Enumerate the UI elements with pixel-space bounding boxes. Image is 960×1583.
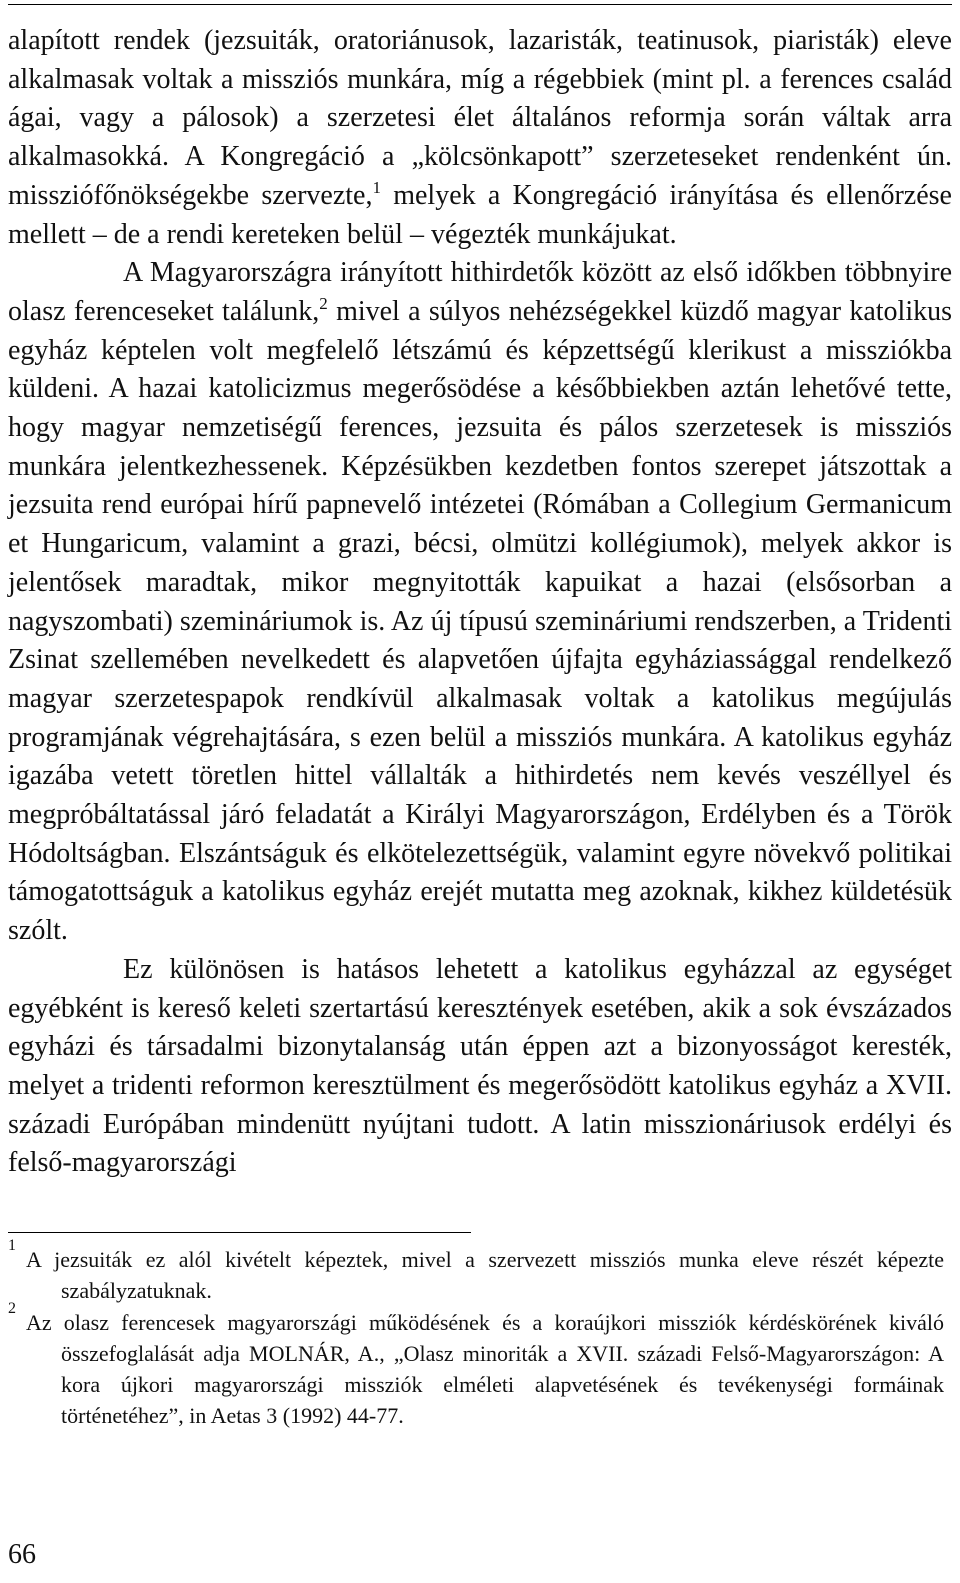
page-number: 66 — [8, 1539, 36, 1570]
footnote-1-mark: 1 — [8, 1237, 16, 1254]
footnote-ref-2: 2 — [319, 293, 328, 313]
footnote-2-text: Az olasz ferencesek magyarországi működésének és a koraújkori missziók kérdéskörének kiváló összefoglalását adja MOLNÁR, A., „Olasz minoriták a XVII. századi Felső-Magyarországon: A kora újkori magyarországi missziók elméleti alapvetésének és tevékenységi formáinak történetéhez”, in Aetas 3 (1992) 44-77. — [26, 1309, 944, 1429]
paragraph-2-part-a: A Magyarországra irányított hithirdetők között az első időkben többnyire olasz ferenceseket találunk, — [8, 257, 952, 327]
paragraph-1 — [8, 22, 952, 254]
paragraph-1-part-a: alapított rendek (jezsuiták, oratoriánusok, lazaristák, teatinusok, piaristák) eleve alkalmasak voltak a missziós munkára, míg a régebbiek (mint pl. a ferences család ágai, vagy a pálosok) a szerzetesi élet általános reformja során váltak arra alkalmasokká. A Kongregáció a „kölcsönkapott” szerzeteseket rendenként ún. missziófőnökségekbe szervezte, — [8, 25, 952, 211]
footnote-1 — [8, 1237, 944, 1307]
footnotes — [8, 1237, 944, 1432]
paragraph-3: Ez különösen is hatásos lehetett a katolikus egyházzal az egységet egyébként is kereső keleti szertartású keresztények esetében, akik a sok évszázados egyházi és társadalmi bizonytalanság után éppen azt a bizonyosságot keresték, melyet a tridenti reformon keresztülment és megerősödött katolikus egyház a XVII. századi Európában mindenütt nyújtani tudott. A latin misszionáriusok erdélyi és felső-magyarországi — [8, 953, 952, 1179]
paragraph-1-part-b: melyek a Kongregáció irányítása és ellenőrzése mellett – de a rendi kereteken belül – végezték munkájukat. — [8, 179, 952, 250]
footnote-separator — [8, 1232, 471, 1233]
paragraph-2 — [8, 254, 952, 951]
footnote-2 — [8, 1299, 944, 1432]
footnote-2-mark: 2 — [8, 1299, 16, 1317]
header-rule — [8, 4, 952, 5]
footnote-ref-1: 1 — [372, 177, 381, 197]
body-text — [8, 22, 952, 1183]
paragraph-2-part-b: mivel a súlyos nehézségekkel küzdő magyar katolikus egyház képtelen volt megfelelő létszámú és képzettségű klerikust a missziókba küldeni. A hazai katolicizmus megerősödése a későbbiekben aztán lehetővé tette, hogy magyar nemzetiségű ferences, jezsuita és pálos szerzetesek is missziós munkára jelentkezhessenek. Képzésükben kezdetben fontos szerepet játszottak a jezsuita rend európai hírű papnevelő intézetei (Rómában a Collegium Germanicum et Hungaricum, valamint a grazi, bécsi, olmützi kollégiumok), melyek akkor is jelentősek maradtak, mikor megnyitották kapuikat a hazai (elsősorban a nagyszombati) szemináriumok is. Az új típusú szemináriumi rendszerben, a Tridenti Zsinat szellemében nevelkedett és alapvetően újfajta egyháziassággal rendelkező magyar szerzetespapok rendkívül alkalmasak voltak a katolikus megújulás programjának végrehajtására, s ezen belül a missziós munkára. A katolikus egyház igazába vetett töretlen hittel vállalták a hithirdetés nem kevés veszéllyel és megpróbáltatással járó feladatát a Királyi Magyarországon, Erdélyben és a Török Hódoltságban. Elszántságuk és elkötelezettségük, valamint egyre növekvő politikai támogatottságuk a katolikus egyház erejét mutatta meg azoknak, kikhez küldetésük szólt. — [8, 295, 952, 947]
footnote-1-text: A jezsuiták ez alól kivételt képeztek, mivel a szervezett missziós munka eleve részét képezte szabályzatuknak. — [26, 1247, 944, 1304]
